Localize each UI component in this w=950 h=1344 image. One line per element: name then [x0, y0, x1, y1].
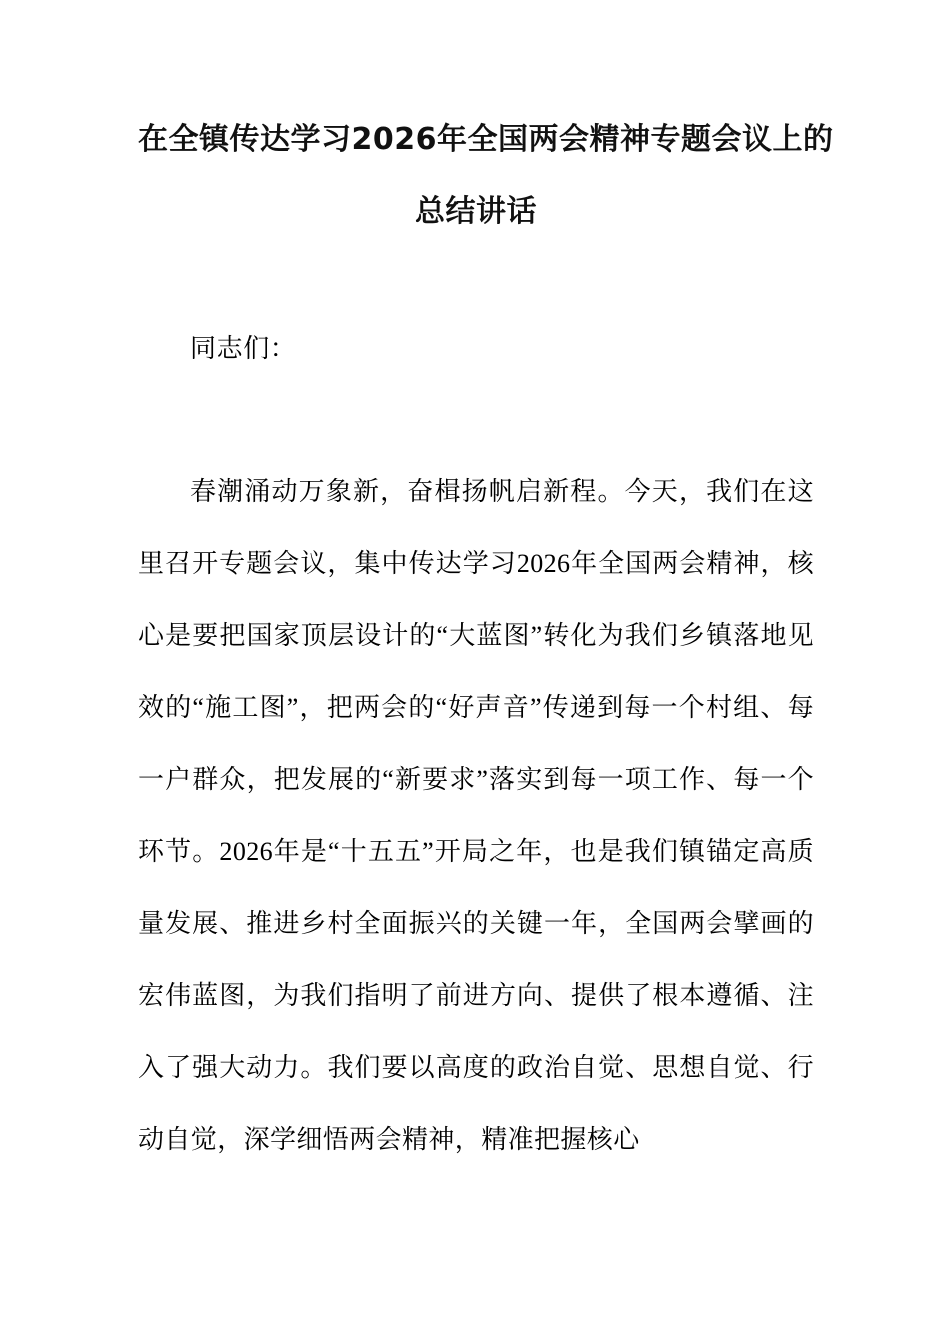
page-title-line-2: 总结讲话: [415, 194, 537, 229]
body-paragraph-1: 春潮涌动万象新，奋楫扬帆启新程。今天，我们在这里召开专题会议，集中传达学习2026年全国两会精神，核心是要把国家顶层设计的“大蓝图”转化为我们乡镇落地见效的“施工图”，把两会的“好声音”传递到每一个村组、每一户群众，把发展的“新要求”落实到每一项工作、每一个环节。2026年是“十五五”开局之年，也是我们镇锚定高质量发展、推进乡村全面振兴的关键一年，全国两会擘画的宏伟蓝图，为我们指明了前进方向、提供了根本遵循、注入了强大动力。我们要以高度的政治自觉、思想自觉、行动自觉，深学细悟两会精神，精准把握核心: [138, 477, 814, 1154]
document-body: [138, 318, 814, 1176]
body-spacer: [138, 380, 814, 456]
page-title-line-1: 在全镇传达学习2026年全国两会精神专题会议上的: [138, 122, 834, 157]
page-title: [138, 104, 834, 248]
salutation: 同志们：: [190, 334, 297, 363]
